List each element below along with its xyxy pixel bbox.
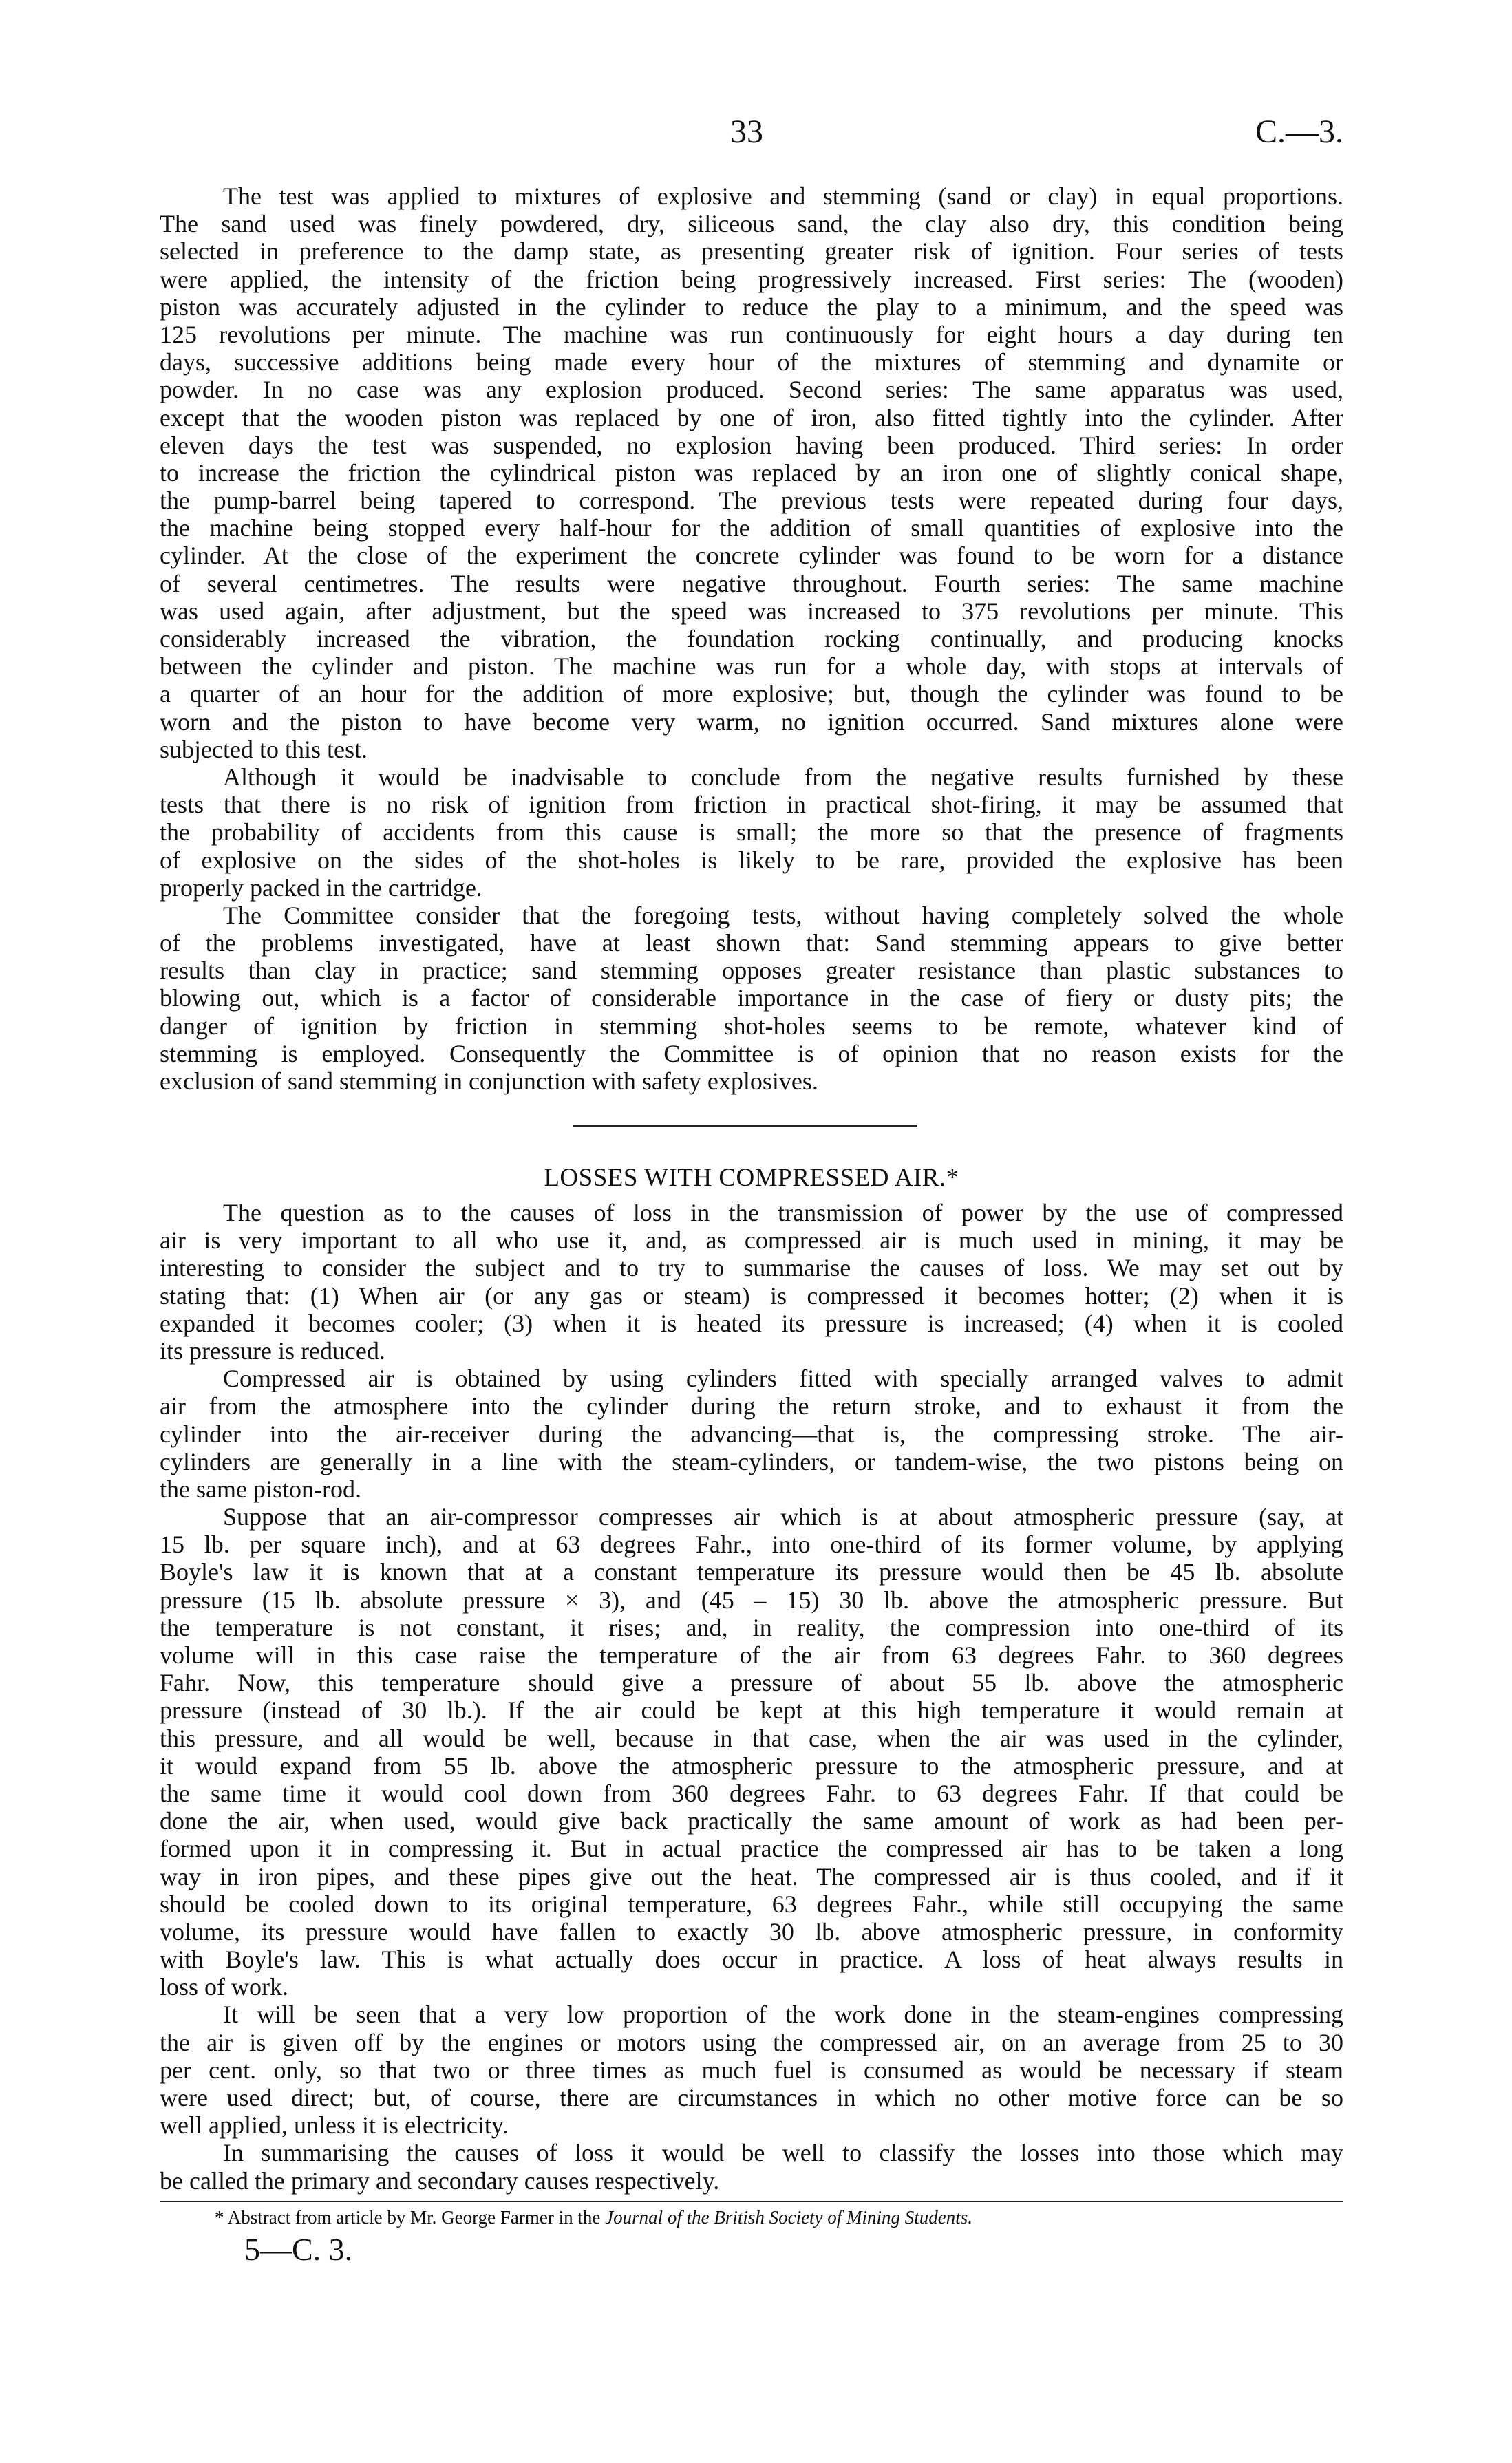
text-line: the same piston-rod.: [160, 1475, 361, 1503]
text-line: considerably increased the vibration, the foundation rocking continually, and producing knocks: [160, 625, 1343, 652]
paragraph: [160, 1365, 1343, 1503]
text-line: Although it would be inadvisable to conclude from the negative results furnished by these: [223, 763, 1343, 791]
text-line: should be cooled down to its original temperature, 63 degrees Fahr., while still occupying the same: [160, 1890, 1343, 1918]
text-line: the air is given off by the engines or motors using the compressed air, on an average from 25 to 30: [160, 2028, 1343, 2056]
page-reference: C.—3.: [1255, 114, 1343, 150]
text-line: In summarising the causes of loss it would be well to classify the losses into those which may: [223, 2139, 1343, 2167]
text-line: with Boyle's law. This is what actually does occur in practice. A loss of heat always results in: [160, 1945, 1343, 1974]
text-line: the pump-barrel being tapered to correspond. The previous tests were repeated during four days,: [160, 487, 1343, 515]
text-line: between the cylinder and piston. The machine was run for a whole day, with stops at intervals of: [160, 652, 1343, 681]
page-number: 33: [730, 114, 763, 150]
text-line: this pressure, and all would be well, because in that case, when the air was used in the cylinder,: [160, 1724, 1343, 1752]
paragraph: [160, 1503, 1343, 2001]
text-line: the probability of accidents from this cause is small; the more so that the presence of fragments: [160, 818, 1343, 846]
text-line: piston was accurately adjusted in the cylinder to reduce the play to a minimum, and the speed was: [160, 292, 1343, 321]
text-line: Boyle's law it is known that at a constant temperature its pressure would then be 45 lb. absolute: [160, 1558, 1343, 1586]
text-line: pressure (15 lb. absolute pressure × 3), and (45 – 15) 30 lb. above the atmospheric pressure. But: [160, 1586, 1343, 1614]
text-line: done the air, when used, would give back practically the same amount of work as had been per-: [160, 1807, 1343, 1835]
text-line: The sand used was finely powdered, dry, siliceous sand, the clay also dry, this condition being: [160, 210, 1343, 238]
text-line: of explosive on the sides of the shot-holes is likely to be rare, provided the explosive has been: [160, 846, 1343, 874]
footnote: [215, 2207, 972, 2228]
paragraph: [160, 902, 1343, 1095]
paragraph: [160, 2001, 1343, 2139]
text-line: It will be seen that a very low proportion of the work done in the steam-engines compressing: [223, 2001, 1343, 2029]
footnote-journal-title: Journal of the British Society of Mining Students.: [605, 2207, 973, 2228]
text-line: was used again, after adjustment, but the speed was increased to 375 revolutions per minute. This: [160, 597, 1343, 625]
text-line: of the problems investigated, have at least shown that: Sand stemming appears to give better: [160, 929, 1343, 957]
text-line: properly packed in the cartridge.: [160, 873, 482, 902]
text-line: the temperature is not constant, it rises; and, in reality, the compression into one-third of its: [160, 1613, 1343, 1641]
text-line: pressure (instead of 30 lb.). If the air could be kept at this high temperature it would remain at: [160, 1696, 1343, 1725]
text-line: a quarter of an hour for the addition of more explosive; but, though the cylinder was found to be: [160, 680, 1343, 708]
text-line: 125 revolutions per minute. The machine was run continuously for eight hours a day during ten: [160, 320, 1343, 348]
text-line: Suppose that an air-compressor compresses air which is at about atmospheric pressure (say, at: [223, 1503, 1343, 1531]
text-line: well applied, unless it is electricity.: [160, 2111, 509, 2140]
text-line: exclusion of sand stemming in conjunction with safety explosives.: [160, 1067, 818, 1095]
section-stemming-tests: [160, 182, 1343, 1095]
paragraph: [160, 763, 1343, 902]
section-divider: [573, 1125, 917, 1127]
text-line: be called the primary and secondary causes respectively.: [160, 2166, 720, 2195]
text-line: Compressed air is obtained by using cylinders fitted with specially arranged valves to admit: [223, 1365, 1343, 1393]
text-line: The question as to the causes of loss in the transmission of power by the use of compressed: [223, 1199, 1343, 1226]
text-line: stemming is employed. Consequently the Committee is of opinion that no reason exists for the: [160, 1039, 1343, 1067]
text-line: cylinder into the air-receiver during the advancing—that is, the compressing stroke. The air-: [160, 1420, 1343, 1448]
text-line: to increase the friction the cylindrical piston was replaced by an iron one of slightly conical shape,: [160, 458, 1343, 487]
section-compressed-air: [160, 1199, 1343, 2195]
text-line: stating that: (1) When air (or any gas or steam) is compressed it becomes hotter; (2) when it is: [160, 1281, 1343, 1310]
text-line: its pressure is reduced.: [160, 1336, 385, 1365]
text-line: cylinder. At the close of the experiment the concrete cylinder was found to be worn for a distance: [160, 542, 1343, 570]
footnote-text: * Abstract from article by Mr. George Farmer in the: [215, 2207, 606, 2228]
text-line: per cent. only, so that two or three times as much fuel is consumed as would be necessary if steam: [160, 2056, 1343, 2084]
text-line: of several centimetres. The results were negative throughout. Fourth series: The same machine: [160, 569, 1343, 597]
text-line: interesting to consider the subject and to try to summarise the causes of loss. We may set out by: [160, 1254, 1343, 1282]
text-line: Fahr. Now, this temperature should give a pressure of about 55 lb. above the atmospheric: [160, 1669, 1343, 1697]
text-line: air is very important to all who use it, and, as compressed air is much used in mining, it may be: [160, 1226, 1343, 1255]
text-line: way in iron pipes, and these pipes give out the heat. The compressed air is thus cooled, and if it: [160, 1862, 1343, 1890]
text-line: the same time it would cool down from 360 degrees Fahr. to 63 degrees Fahr. If that could be: [160, 1779, 1343, 1807]
text-line: volume, its pressure would have fallen to exactly 30 lb. above atmospheric pressure, in conformity: [160, 1917, 1343, 1945]
paragraph: [160, 2139, 1343, 2194]
signature-mark: 5—C. 3.: [244, 2232, 353, 2267]
text-line: volume will in this case raise the temperature of the air from 63 degrees Fahr. to 360 degrees: [160, 1641, 1343, 1669]
text-line: tests that there is no risk of ignition from friction in practical shot-firing, it may be assumed that: [160, 791, 1343, 819]
text-line: powder. In no case was any explosion produced. Second series: The same apparatus was used,: [160, 376, 1343, 404]
text-line: eleven days the test was suspended, no explosion having been produced. Third series: In order: [160, 431, 1343, 459]
text-line: loss of work.: [160, 1973, 288, 2001]
text-line: cylinders are generally in a line with the steam-cylinders, or tandem-wise, the two pistons being on: [160, 1447, 1343, 1475]
text-line: it would expand from 55 lb. above the atmospheric pressure to the atmospheric pressure, and at: [160, 1751, 1343, 1780]
text-line: the machine being stopped every half-hour for the addition of small quantities of explosive into the: [160, 514, 1343, 542]
text-line: except that the wooden piston was replaced by one of iron, also fitted tightly into the cylinder. After: [160, 403, 1343, 431]
text-line: were used direct; but, of course, there are circumstances in which no other motive force can be so: [160, 2084, 1343, 2111]
text-line: The Committee consider that the foregoing tests, without having completely solved the whole: [223, 901, 1343, 929]
text-line: days, successive additions being made every hour of the mixtures of stemming and dynamite or: [160, 348, 1343, 376]
text-line: worn and the piston to have become very warm, no ignition occurred. Sand mixtures alone were: [160, 707, 1343, 736]
paragraph: [160, 1199, 1343, 1365]
text-line: results than clay in practice; sand stemming opposes greater resistance than plastic substances to: [160, 957, 1343, 985]
section-heading: LOSSES WITH COMPRESSED AIR.*: [544, 1164, 959, 1192]
text-line: selected in preference to the damp state, as presenting greater risk of ignition. Four series of tests: [160, 237, 1343, 266]
paragraph: [160, 182, 1343, 763]
text-line: were applied, the intensity of the friction being progressively increased. First series: The (wooden): [160, 265, 1343, 293]
text-line: The test was applied to mixtures of explosive and stemming (sand or clay) in equal proportions.: [223, 182, 1343, 210]
text-line: subjected to this test.: [160, 735, 368, 763]
footnote-divider: [160, 2201, 1343, 2202]
text-line: expanded it becomes cooler; (3) when it is heated its pressure is increased; (4) when it is cooled: [160, 1309, 1343, 1337]
text-line: formed upon it in compressing it. But in actual practice the compressed air has to be taken a long: [160, 1835, 1343, 1863]
text-line: 15 lb. per square inch), and at 63 degrees Fahr., into one-third of its former volume, by applying: [160, 1531, 1343, 1559]
text-line: air from the atmosphere into the cylinder during the return stroke, and to exhaust it from the: [160, 1392, 1343, 1420]
text-line: blowing out, which is a factor of considerable importance in the case of fiery or dusty pits; the: [160, 984, 1343, 1012]
text-line: danger of ignition by friction in stemming shot-holes seems to be remote, whatever kind of: [160, 1012, 1343, 1040]
